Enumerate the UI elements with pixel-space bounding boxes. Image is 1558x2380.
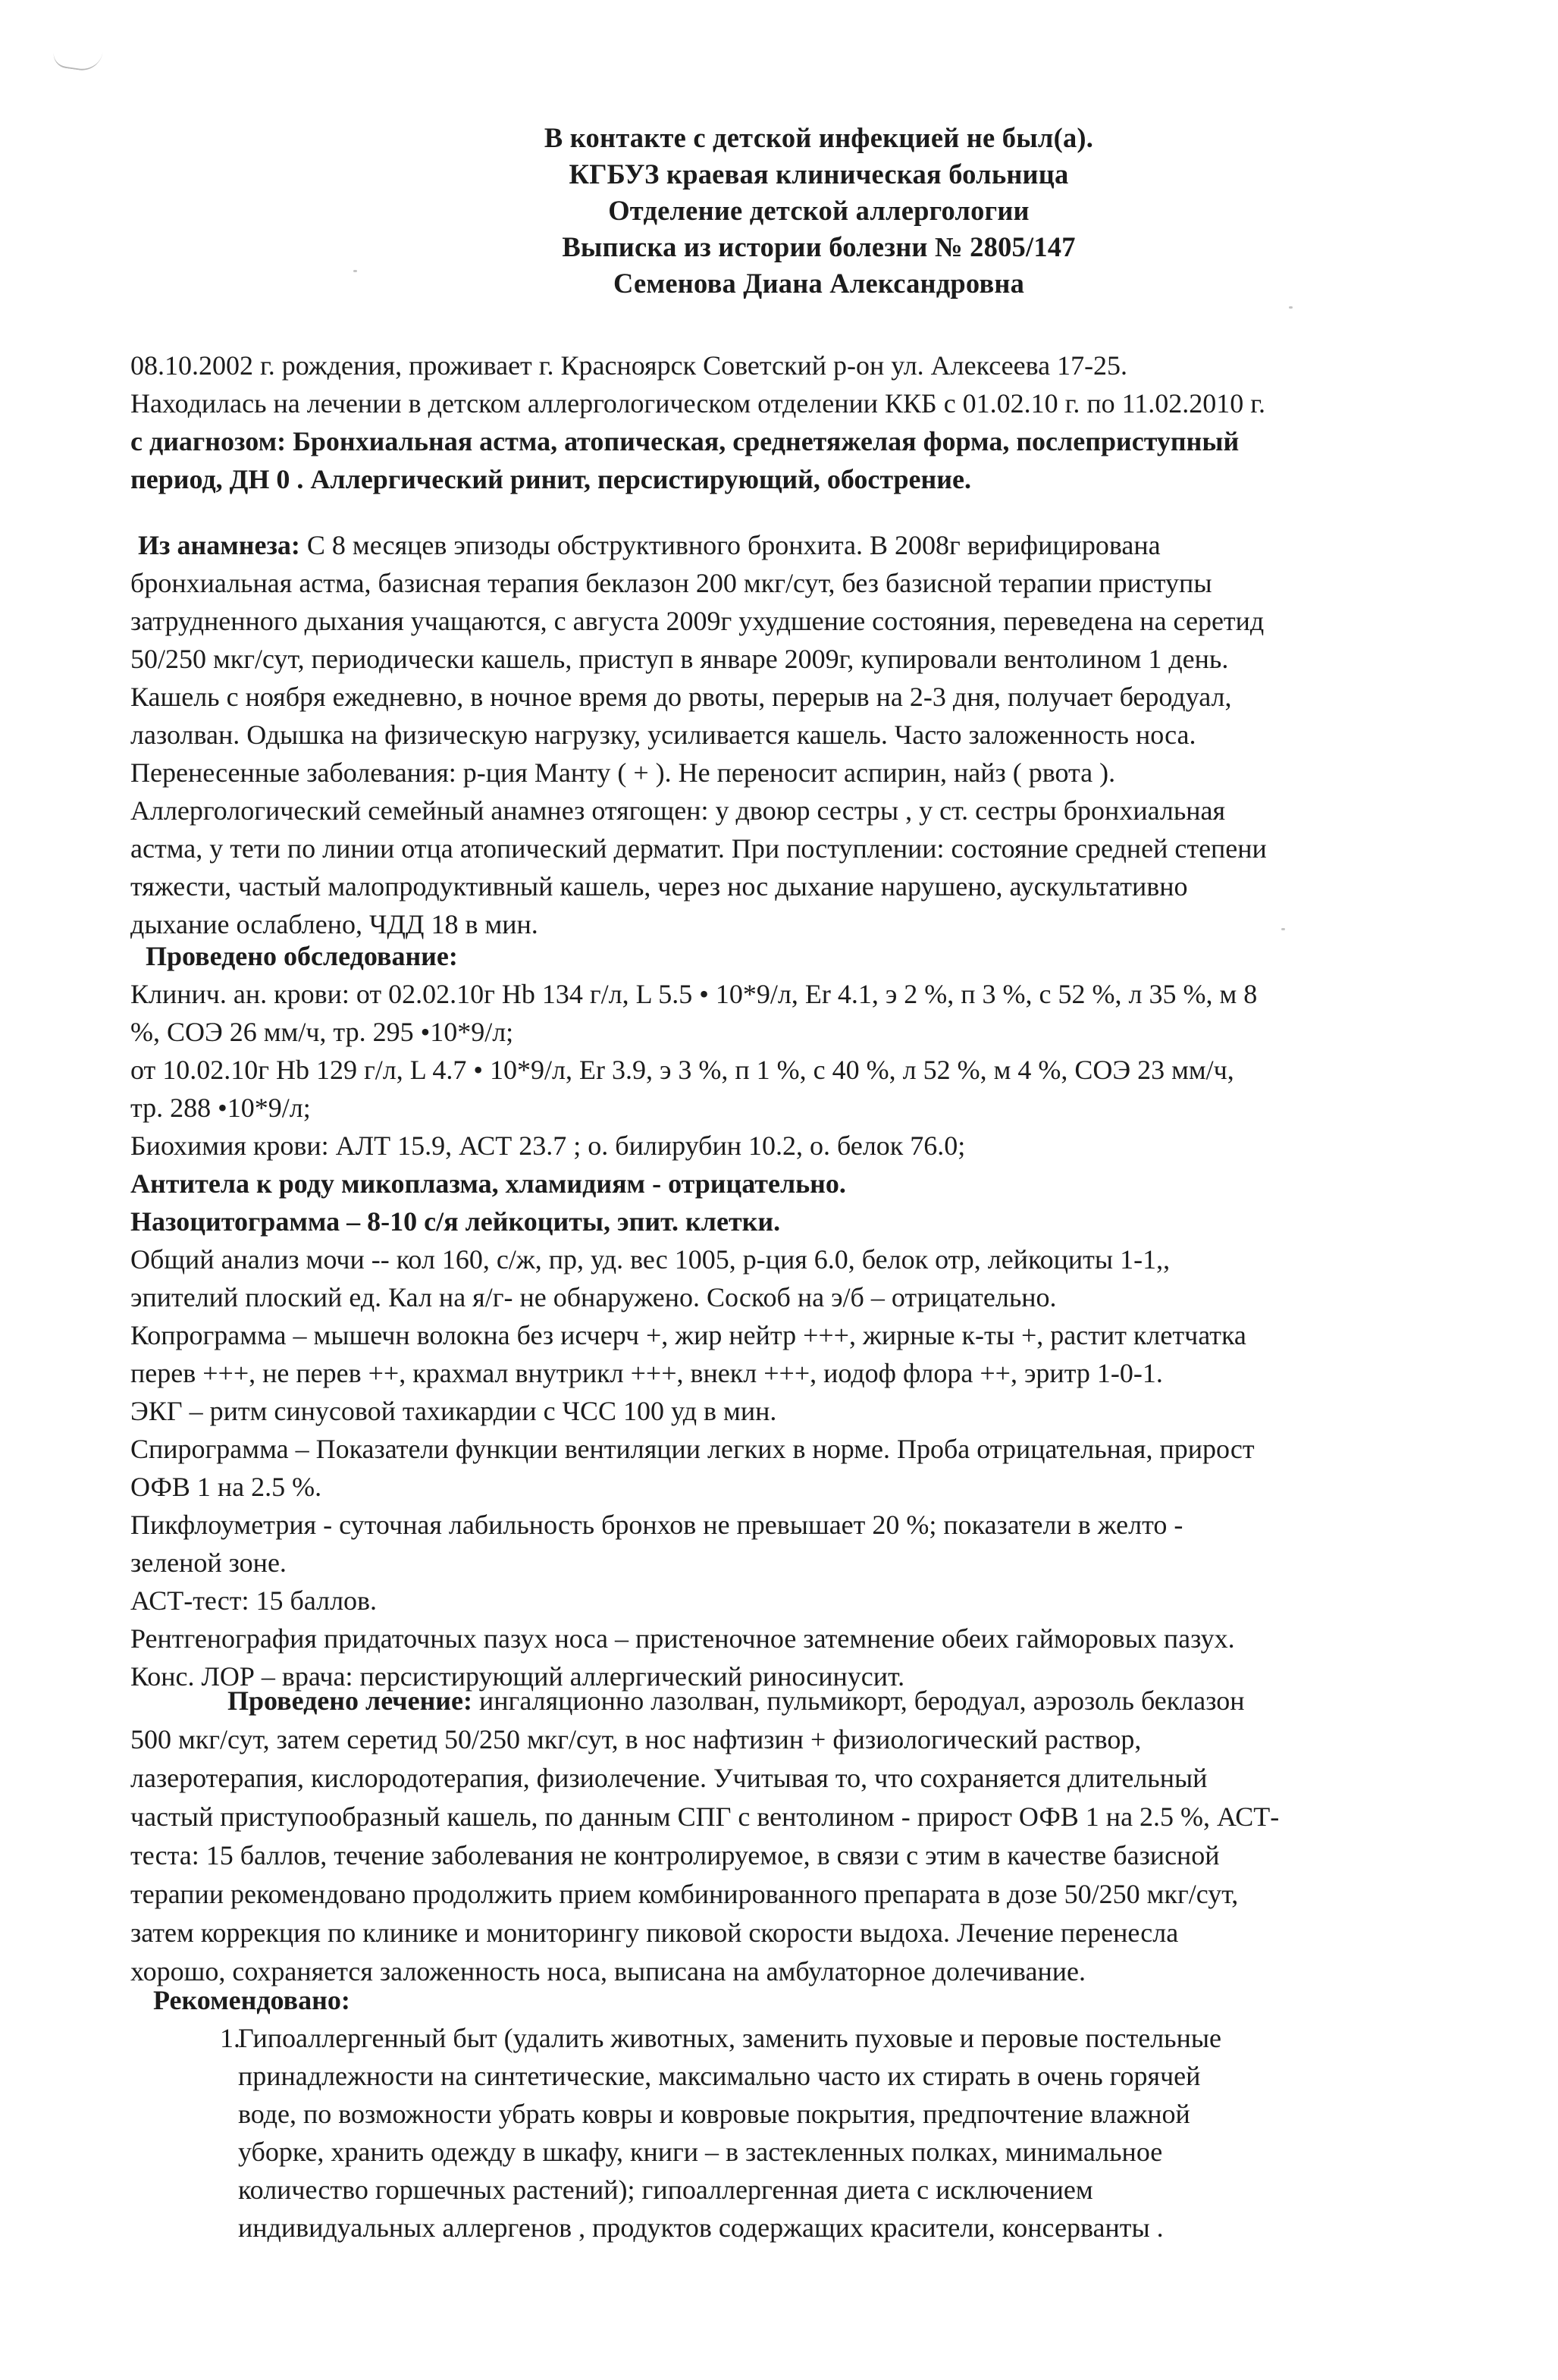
treatment-line: хорошо, сохраняется заложенность носа, выписана на амбулаторное долечивание. [130,1956,1086,1986]
exam-line: ЭКГ – ритм синусовой тахикардии с ЧСС 100 уд в мин. [130,1396,777,1426]
diagnosis-line: с диагнозом: Бронхиальная астма, атопическая, среднетяжелая форма, послеприступный [130,426,1240,456]
treatment-line: частый приступообразный кашель, по данным СПГ с вентолином - прирост ОФВ 1 на 2.5 %, АСТ- [130,1801,1280,1832]
exam-line: Рентгенография придаточных пазух носа – пристеночное затемнение обеих гайморовых пазух. [130,1623,1235,1654]
treatment-first-line [130,1682,1472,1720]
header-extract-title: Выписка из истории болезни № 2805/147 [562,231,1076,262]
header-patient-name: Семенова Диана Александровна [613,268,1025,299]
treatment-label: Проведено лечение: [227,1685,473,1716]
exam-line: Конс. ЛОР – врача: персистирующий аллергический риносинусит. [130,1661,905,1692]
exam-line: Антитела к роду микоплазма, хламидиям - отрицательно. [130,1168,846,1199]
anamnesis-line: дыхание ослаблено, ЧДД 18 в мин. [130,909,538,939]
recommendations-title: Рекомендовано: [153,1985,350,2015]
treatment-line: теста: 15 баллов, течение заболевания не контролируемое, в связи с этим в качестве базисной [130,1840,1220,1870]
exam-line: Спирограмма – Показатели функции вентиляции легких в норме. Проба отрицательная, прирост [130,1434,1255,1464]
diagnosis-line: период, ДН 0 . Аллергический ринит, персистирующий, обострение. [130,464,971,494]
rec-line: Гипоаллергенный быт (удалить животных, заменить пуховые и перовые постельные [238,2023,1222,2053]
rec-line: уборке, хранить одежду в шкафу, книги – в застекленных полках, минимальное [238,2137,1163,2167]
anamnesis-line: 50/250 мкг/сут, периодически кашель, приступ в январе 2009г, купировали вентолином 1 день. [130,644,1229,674]
header-hospital: КГБУЗ краевая клиническая больница [569,158,1069,190]
exam-line: Пикфлоуметрия - суточная лабильность бронхов не превышает 20 %; показатели в желто - [130,1510,1183,1540]
intro-block [130,346,1472,498]
recommendations-block [130,1981,1472,2247]
exam-line: зеленой зоне. [130,1547,287,1578]
exam-line: Назоцитограмма – 8-10 с/я лейкоциты, эпит. клетки. [130,1206,781,1237]
anamnesis-line: затрудненного дыхания учащаются, с августа 2009г ухудшение состояния, переведена на серетид [130,606,1265,636]
treatment-line: терапии рекомендовано продолжить прием комбинированного препарата в дозе 50/250 мкг/сут, [130,1879,1239,1909]
anamnesis-line: тяжести, частый малопродуктивный кашель, через нос дыхание нарушено, аускультативно [130,871,1188,902]
anamnesis-line: Аллергологический семейный анамнез отягощен: у двоюр сестры , у ст. сестры бронхиальная [130,795,1226,826]
anamnesis-block [130,526,1472,943]
exam-line: тр. 288 •10*9/л; [130,1093,311,1123]
treatment-block [130,1682,1472,1991]
exam-line: АСТ-тест: 15 баллов. [130,1585,378,1616]
scan-speck [353,270,357,272]
examination-title: Проведено обследование: [146,941,458,971]
list-item-text [238,2019,1221,2247]
treatment-line: затем коррекция по клинике и мониторингу пиковой скорости выдоха. Лечение перенесла [130,1917,1179,1948]
scan-corner-mark [52,45,102,74]
examination-block [130,937,1472,1695]
anamnesis-line: С 8 месяцев эпизоды обструктивного бронхита. В 2008г верифицирована [299,530,1161,560]
anamnesis-line: астма, у тети по линии отца атопический дерматит. При поступлении: состояние средней степени [130,833,1267,864]
treatment-line: лазеротерапия, кислородотерапия, физиолечение. Учитывая то, что сохраняется длительный [130,1763,1208,1793]
exam-line: от 10.02.10г Hb 129 г/л, L 4.7 • 10*9/л, Er 3.9, э 3 %, п 1 %, с 40 %, л 52 %, м 4 %, СОЭ 23 мм/ч, [130,1055,1234,1085]
recommendations-list [130,2019,1472,2247]
rec-line: воде, по возможности убрать ковры и ковровые покрытия, предпочтение влажной [238,2099,1190,2129]
rec-line: индивидуальных аллергенов , продуктов содержащих красители, консерванты . [238,2212,1164,2243]
exam-line: Биохимия крови: АЛТ 15.9, АСТ 23.7 ; о. билирубин 10.2, о. белок 76.0; [130,1130,966,1161]
scan-speck [1281,928,1285,930]
exam-line: эпителий плоский ед. Кал на я/г- не обнаружено. Соскоб на э/б – отрицательно. [130,1282,1057,1312]
rec-line: принадлежности на синтетические, максимально часто их стирать в очень горячей [238,2061,1201,2091]
treatment-line: ингаляционно лазолван, пульмикорт, беродуал, аэрозоль беклазон [472,1685,1245,1716]
anamnesis-first-line [130,526,1472,564]
treatment-line: 500 мкг/сут, затем серетид 50/250 мкг/сут, в нос нафтизин + физиологический раствор, [130,1724,1142,1754]
anamnesis-line: лазолван. Одышка на физическую нагрузку, усиливается кашель. Часто заложенность носа. [130,720,1196,750]
header-department: Отделение детской аллергологии [608,195,1030,226]
anamnesis-line: бронхиальная астма, базисная терапия беклазон 200 мкг/сут, без базисной терапии приступы [130,568,1212,598]
exam-line: %, СОЭ 26 мм/ч, тр. 295 •10*9/л; [130,1017,514,1047]
exam-line: Клинич. ан. крови: от 02.02.10г Hb 134 г/л, L 5.5 • 10*9/л, Er 4.1, э 2 %, п 3 %, с 52 %, л 35 %, м 8 [130,979,1258,1009]
scan-speck [1289,306,1293,309]
header-infection-note: В контакте с детской инфекцией не был(а). [544,122,1094,153]
document-header [379,120,1259,302]
anamnesis-line: Кашель с ноября ежедневно, в ночное время до рвоты, перерыв на 2-3 дня, получает беродуал, [130,682,1232,712]
list-item-number: 1. [220,2023,240,2053]
exam-line: Общий анализ мочи -- кол 160, с/ж, пр, уд. вес 1005, р-ция 6.0, белок отр, лейкоциты 1-1,, [130,1244,1171,1275]
anamnesis-label: Из анамнеза: [138,530,300,560]
exam-line: Копрограмма – мышечн волокна без исчерч +, жир нейтр +++, жирные к-ты +, растит клетчатка [130,1320,1246,1350]
anamnesis-line: Перенесенные заболевания: р-ция Манту ( + ). Не переносит аспирин, найз ( рвота ). [130,757,1116,788]
list-item [130,2019,1472,2247]
rec-line: количество горшечных растений); гипоаллергенная диета с исключением [238,2175,1093,2205]
exam-line: перев +++, не перев ++, крахмал внутрикл +++, внекл +++, иодоф флора ++, эритр 1-0-1. [130,1358,1163,1388]
intro-line: 08.10.2002 г. рождения, проживает г. Красноярск Советский р-он ул. Алексеева 17-25. [130,350,1128,381]
exam-line: ОФВ 1 на 2.5 %. [130,1472,322,1502]
intro-line: Находилась на лечении в детском аллергологическом отделении ККБ с 01.02.10 г. по 11.02.2010 г. [130,388,1266,419]
